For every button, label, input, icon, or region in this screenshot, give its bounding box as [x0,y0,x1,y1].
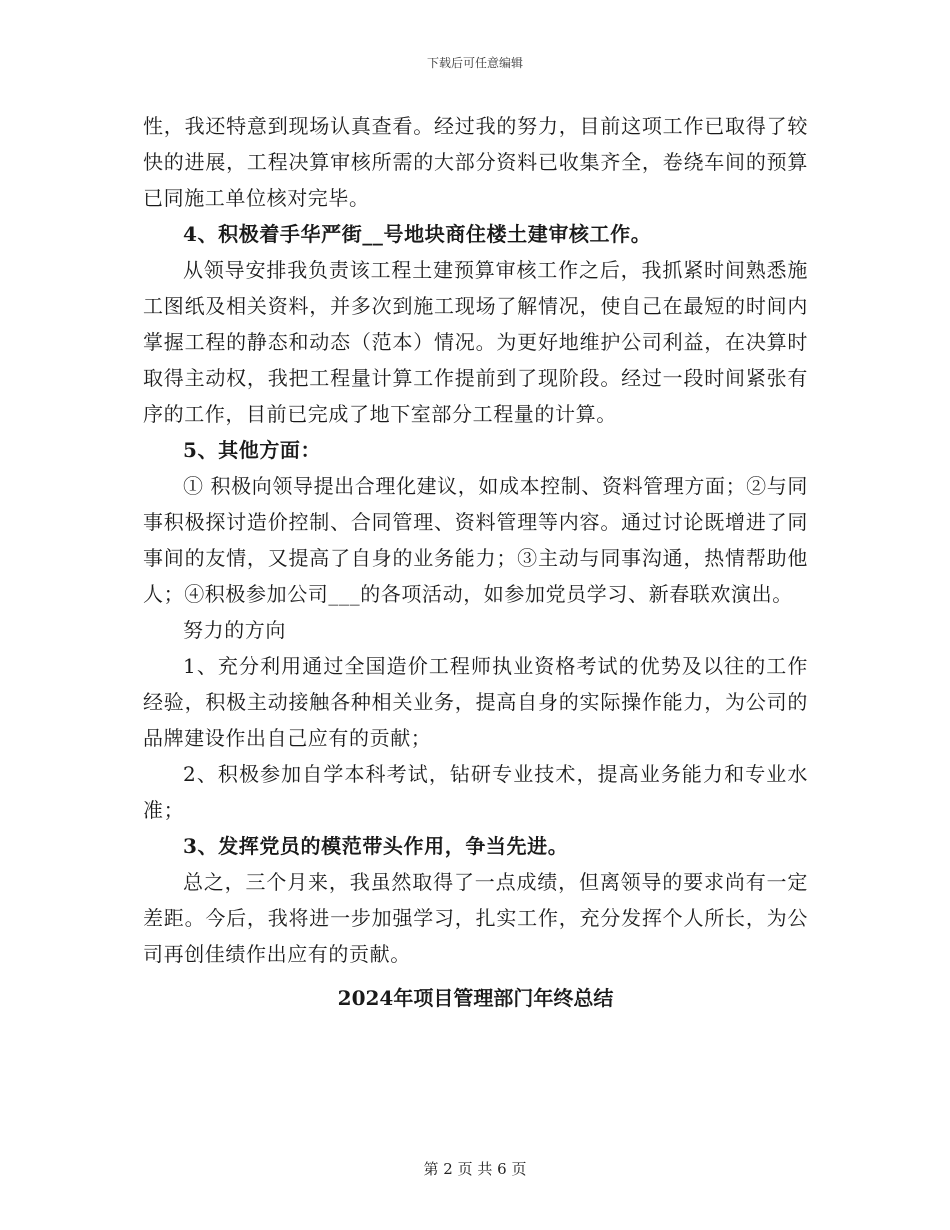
direction-item-3: 3、发挥党员的模范带头作用，争当先进。 [183,834,569,858]
paragraph-continuation: 性，我还特意到现场认真查看。经过我的努力，目前这项工作已取得了较快的进展，工程决算审核所需的大部分资料已收集齐全，卷绕车间的预算已同施工单位核对完毕。 [143,114,808,210]
section-heading-4: 4、积极着手华严街__号地块商住楼土建审核工作。 [183,222,652,246]
subheading-direction: 努力的方向 [183,618,286,642]
page-header: 下载后可任意编辑 [426,56,523,70]
section-heading-5: 5、其他方面： [183,438,322,462]
direction-item-2: 2、积极参加自学本科考试，钻研专业技术，提高业务能力和专业水准； [143,762,808,822]
page-number: 第 2 页 共 6 页 [423,1160,527,1178]
paragraph-conclusion: 总之，三个月来，我虽然取得了一点成绩，但离领导的要求尚有一定差距。今后，我将进一步加强学习，扎实工作，充分发挥个人所长，为公司再创佳绩作出应有的贡献。 [143,870,808,966]
paragraph-other-aspects: ① 积极向领导提出合理化建议，如成本控制、资料管理方面；②与同事积极探讨造价控制、合同管理、资料管理等内容。通过讨论既增进了同事间的友情，又提高了自身的业务能力；③主动与同事沟通，热情帮助他人；④积极参加公司___的各项活动，如参加党员学习、新春联欢演出。 [143,474,808,606]
paragraph-civil-review: 从领导安排我负责该工程土建预算审核工作之后，我抓紧时间熟悉施工图纸及相关资料，并多次到施工现场了解情况，使自己在最短的时间内掌握工程的静态和动态（范本）情况。为更好地维护公司利益，在决算时取得主动权，我把工程量计算工作提前到了现阶段。经过一段时间紧张有序的工作，目前已完成了地下室部分工程量的计算。 [143,258,808,426]
document-body [143,108,808,1016]
direction-item-1: 1、充分利用通过全国造价工程师执业资格考试的优势及以往的工作经验，积极主动接触各种相关业务，提高自身的实际操作能力，为公司的品牌建设作出自己应有的贡献； [143,654,808,750]
document-title: 2024年项目管理部门年终总结 [337,986,614,1010]
